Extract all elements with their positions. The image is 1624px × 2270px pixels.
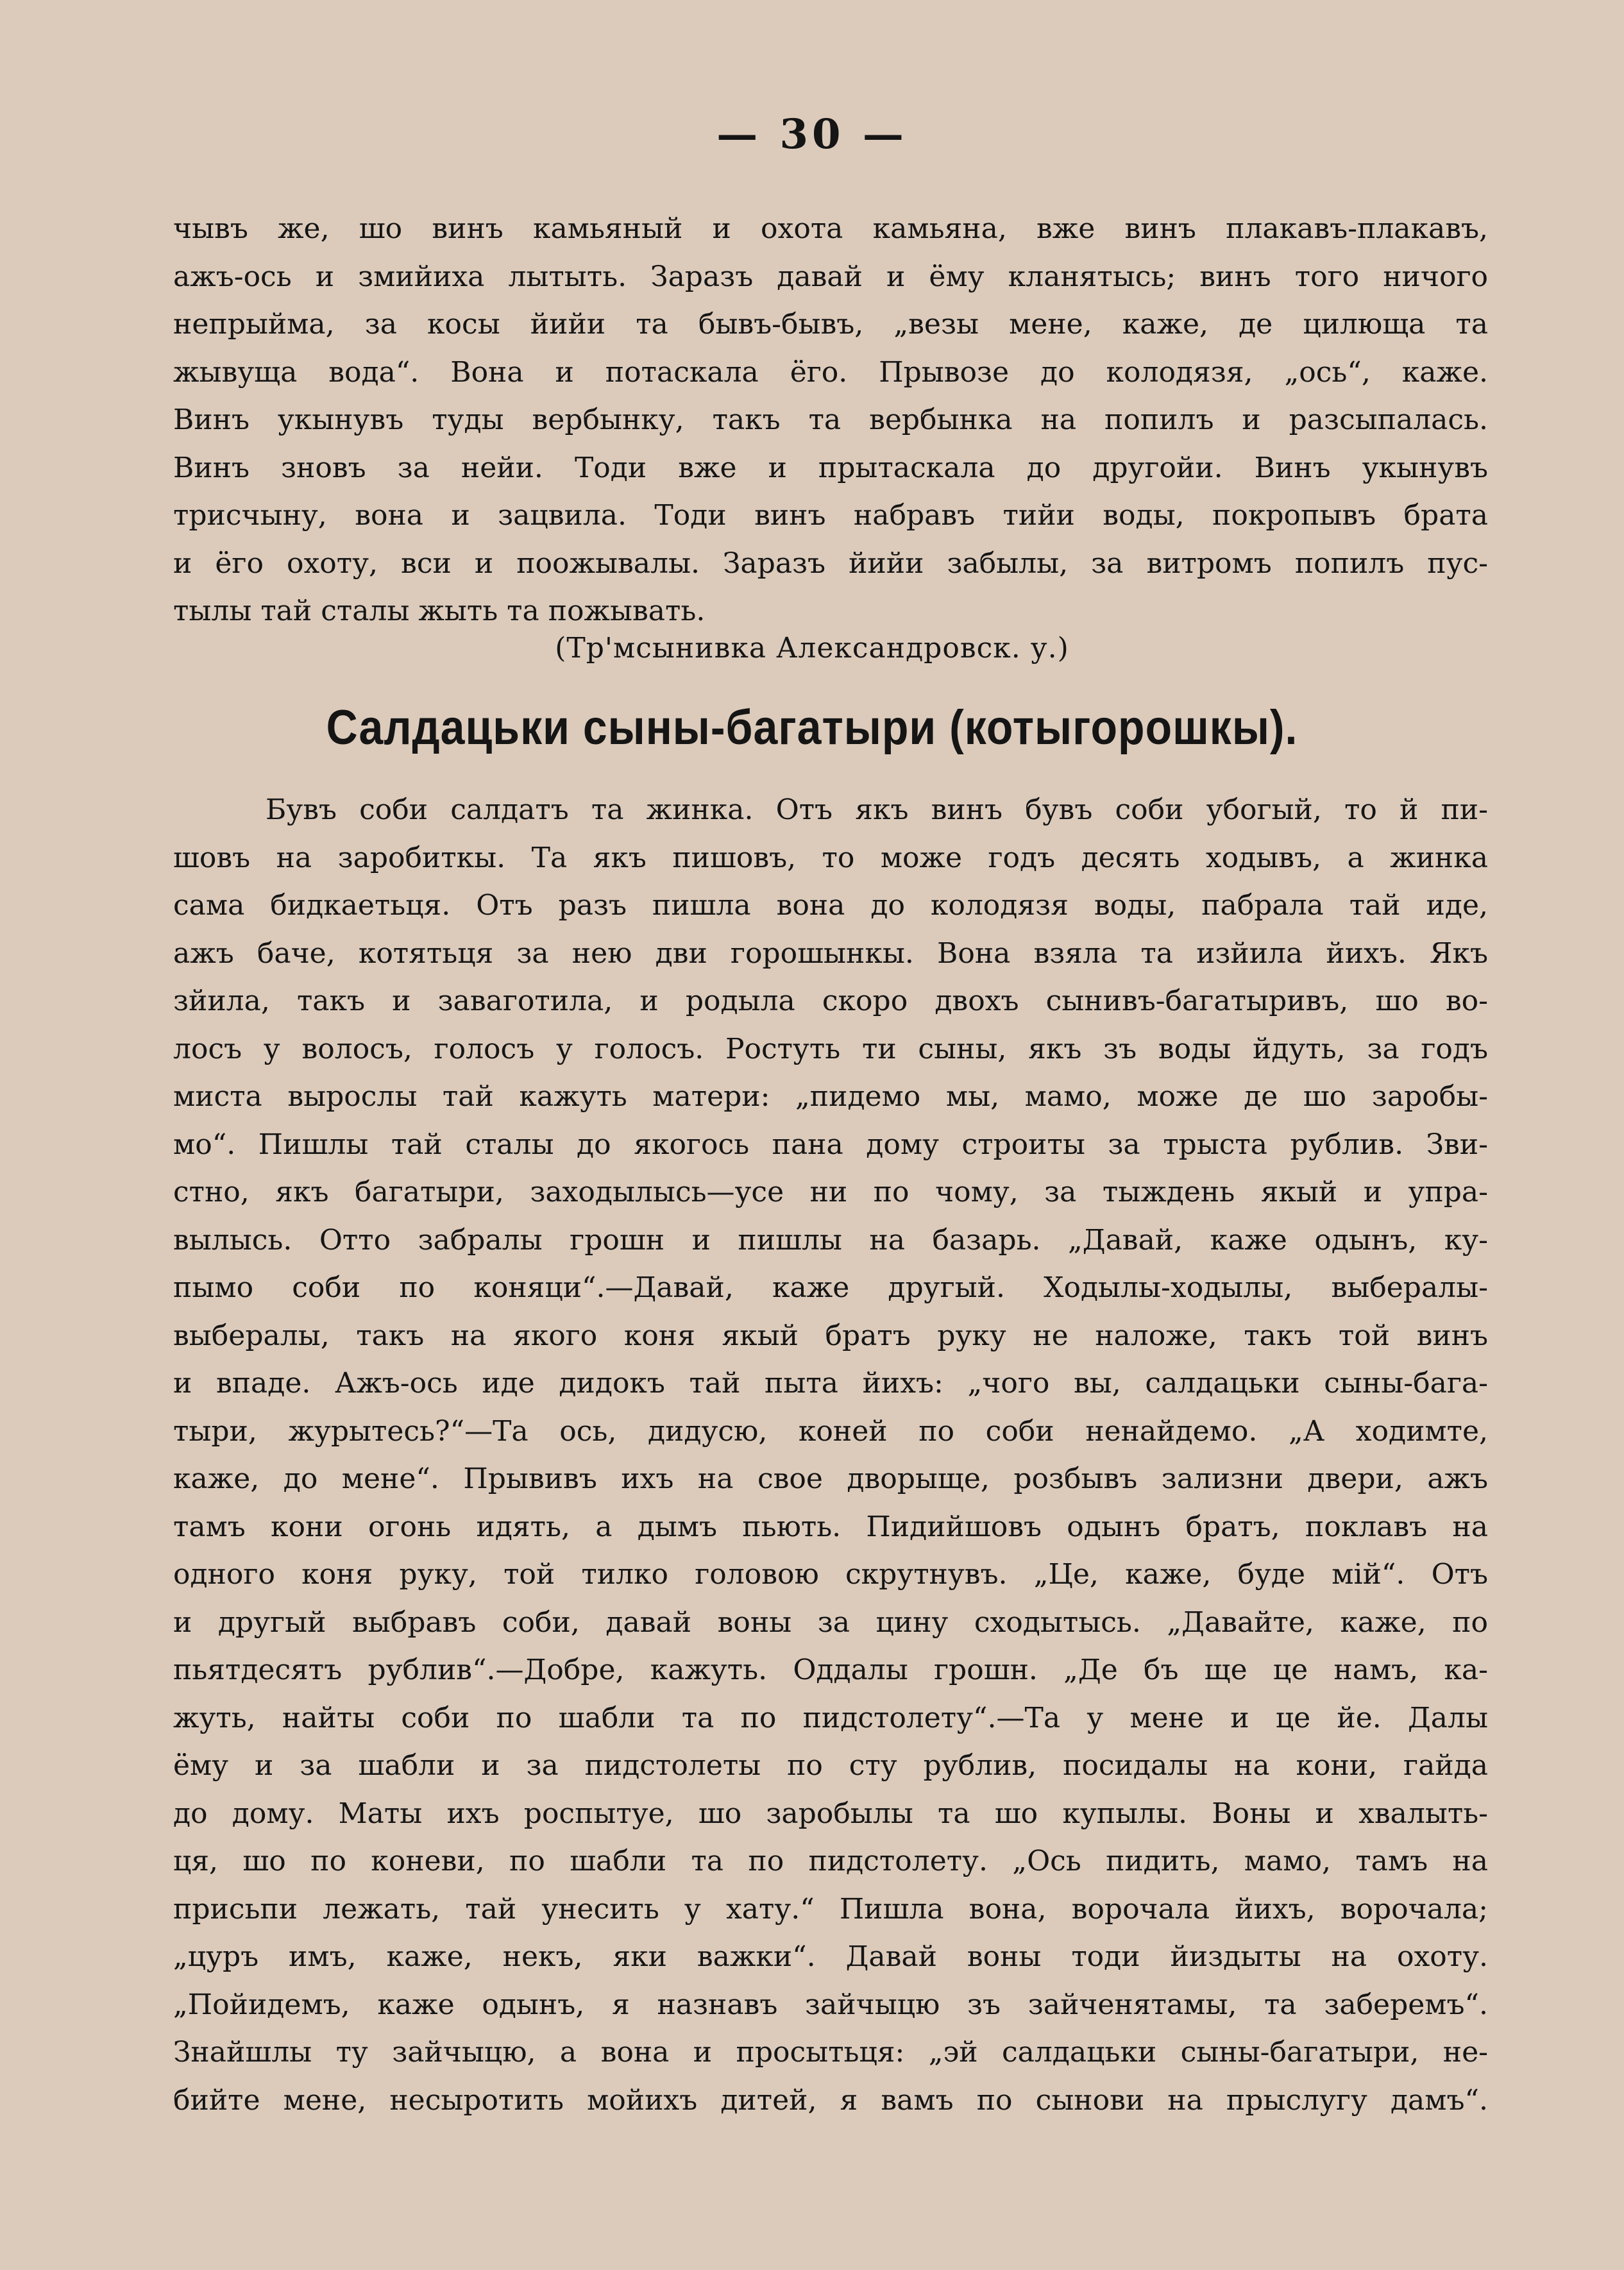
text-line: „Пойидемъ, каже одынъ, я назнавъ зайчыцю зъ зайченятамы, та заберемъ“. [173,1988,1488,2021]
section-title: Салдацьки сыны-багатыри (котыгорошкы). [326,700,1298,755]
story-ending-text [173,205,1488,636]
text-line: сама бидкаетьця. Отъ разъ пишла вона до колодязя воды, пабрала тай иде, [173,889,1488,922]
text-line: миста выpослы тай кажуть матери: „пидемо мы, мамо, може де шо заробы- [173,1080,1488,1113]
text-line: тамъ кони огонь идять, а дымъ пьють. Пидийшовъ одынъ братъ, поклавъ на [173,1510,1488,1543]
text-line: трисчыну, вона и зацвила. Тоди винъ набравъ тийи воды, покропывъ брата [173,499,1488,532]
story-source: (Тр'мсынивка Александровск. у.) [555,632,1069,665]
text-line: до дому. Маты ихъ роспытуе, шо заробылы та шо купылы. Воны и хвалыть- [173,1797,1488,1830]
text-line: стно, якъ багатыри, заходылысь—усе ни по чому, за тыждень якый и упра- [173,1176,1488,1208]
page-number: — 30 — [716,110,908,158]
text-line: чывъ же, шо винъ камьяный и охота камьяна, вже винъ плакавъ-плакавъ, [173,212,1488,245]
text-line: тылы тай сталы жыть та пожывать. [173,595,706,627]
text-line: пьятдесятъ рублив“.—Добре, кажуть. Оддалы грошн. „Де бъ ще це намъ, ка- [173,1654,1488,1686]
text-line: непрыйма, за косы йийи та бывъ-бывъ, „везы мене, каже, де цилюща та [173,308,1488,341]
text-line: и другый выбравъ соби, давай воны за цину сходытысь. „Давайте, каже, по [173,1605,1488,1639]
text-line: выбералы, такъ на якого коня якый братъ руку не наложе, такъ той винъ [173,1319,1488,1352]
text-line: шовъ на заробиткы. Та якъ пишовъ, то може годъ десять ходывъ, а жинка [173,841,1488,874]
text-line: ёму и за шабли и за пидстолеты по сту рублив, посидалы на кони, гайда [173,1749,1488,1782]
text-line: мо“. Пишлы тай сталы до якогось пана дому строиты за трыста рублив. Зви- [173,1128,1488,1161]
section-body-text [173,786,1488,2124]
text-line: и ёго охоту, вси и поожывалы. Заразъ йийи забылы, за витромъ попилъ пус- [173,546,1488,580]
text-line: жуть, найты соби по шабли та по пидстолету“.—Та у мене и це йе. Далы [173,1701,1488,1734]
text-line: пымо соби по коняци“.—Давай, каже другый. Ходылы-ходылы, выбералы- [173,1271,1488,1304]
text-line: зйила, такъ и заваготила, и родыла скоро двохъ сынивъ-багатыривъ, шо во- [173,985,1488,1017]
text-line: лосъ у волосъ, голосъ у голосъ. Ростуть ти сыны, якъ зъ воды йдуть, за годъ [173,1032,1488,1065]
text-line: Бувъ соби салдатъ та жинка. Отъ якъ винъ бувъ соби убогый, то й пи- [266,793,1488,826]
text-line: ажъ-ось и змийиха лытыть. Заразъ давай и ёму кланятысь; винъ того ничого [173,260,1488,293]
text-line: Винъ укынувъ туды вербынку, такъ та вербынка на попилъ и разсыпалась. [173,403,1488,436]
text-line: „цуръ имъ, каже, некъ, яки важки“. Давай воны тоди йиздыты на охоту. [173,1940,1488,1973]
text-line: жывуща вода“. Вона и потаскала ёго. Прывозе до колодязя, „ось“, каже. [173,355,1488,389]
text-line: ажъ баче, котятьця за нею дви горошынкы. Вона взяла та изйила йихъ. Якъ [173,936,1488,970]
text-line: бийте мене, несыротить мойихъ дитей, я вамъ по сынови на прыслугу дамъ“. [173,2083,1488,2117]
text-line: одного коня руку, той тилко головою скрутнувъ. „Це, каже, буде мій“. Отъ [173,1558,1488,1591]
text-line: каже, до мене“. Прывивъ ихъ на свое дворыще, розбывъ зализни двери, ажъ [173,1462,1488,1495]
text-line: Знайшлы ту зайчыцю, а вона и просытьця: „эй салдацьки сыны-багатыри, не- [173,2036,1488,2069]
text-line: присьпи лежать, тай унесить у хату.“ Пишла вона, ворочала йихъ, ворочала; [173,1892,1488,1926]
text-line: ця, шо по коневи, по шабли та по пидстолету. „Ось пидить, мамо, тамъ на [173,1845,1488,1877]
text-line: вылысь. Отто забралы грошн и пишлы на базарь. „Давай, каже одынъ, ку- [173,1223,1488,1257]
text-line: тыри, журытесь?“—Та ось, дидусю, коней по соби ненайдемо. „А ходимте, [173,1414,1488,1448]
text-line: и впаде. Ажъ-ось иде дидокъ тай пыта йихъ: „чого вы, салдацьки сыны-бага- [173,1367,1488,1400]
text-line: Винъ зновъ за нейи. Тоди вже и прытаскала до другойи. Винъ укынувъ [173,451,1488,484]
